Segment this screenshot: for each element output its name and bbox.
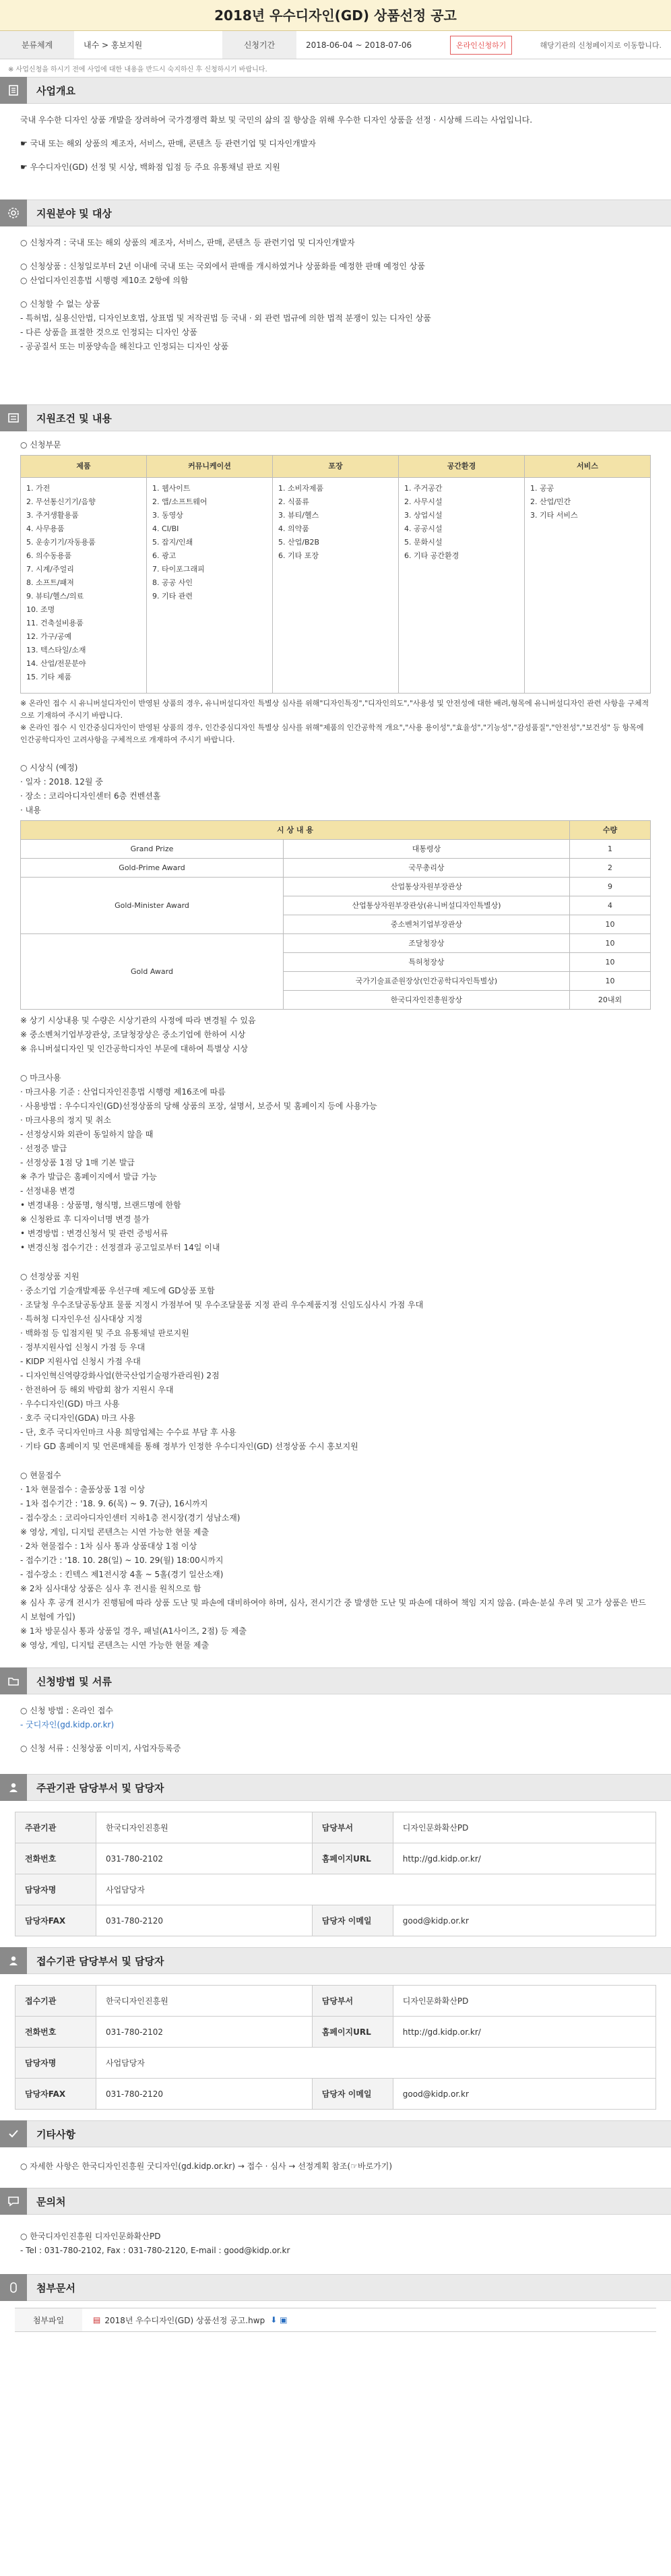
content-line: • 변경내용 : 상품명, 형식명, 브랜드명에 한함 (20, 1200, 181, 1210)
content-line: · 한전하여 등 해외 박람회 참가 지원시 우대 (20, 1385, 174, 1394)
prize-award: Gold-Minister Award (21, 878, 284, 934)
category-item: 12. 가구/공예 (26, 632, 72, 641)
receiver-cell: 031-780-2102 (96, 2017, 313, 2048)
category-head: 제품 (21, 456, 147, 478)
category-note: ※ 온라인 접수 시 인간중심디자인이 반영된 상품의 경우, 인간중심디자인 특별상 심사를 위해"제품의 인간공학적 개요","사용 용이성","효율성","기능성","감성품질","안전성","보건성" 등 항목에 인간공학디자인 고려사항을 구체적으로 개재하여 주시기 바랍니다. (20, 723, 644, 744)
content-line: · 백화점 등 입점지원 및 주요 유통채널 판로지원 (20, 1328, 189, 1338)
file-name-link[interactable]: 2018년 우수디자인(GD) 상품선정 공고.hwp (104, 2315, 265, 2325)
target-line: - 공공질서 또는 미풍양속을 해친다고 인정되는 디자인 상품 (20, 342, 229, 351)
prize-note: ※ 중소벤처기업부장관상, 조달청장상은 중소기업에 한하여 시상 (20, 1030, 246, 1039)
target-line: - 다른 상품을 표절한 것으로 인정되는 디자인 상품 (20, 328, 197, 337)
prize-qty: 10 (570, 953, 651, 972)
award-intro: · 일자 : 2018. 12월 중 (20, 777, 103, 787)
category-item: 1. 가전 (26, 484, 51, 493)
section-etc-header (0, 2120, 671, 2147)
receipt-block (20, 1469, 651, 1653)
section-host-body (0, 1801, 671, 1947)
method-line: ○ 신청 서류 : 신청상품 이미지, 사업자등록증 (20, 1744, 181, 1753)
prize-head: 시 상 내 용 (21, 821, 570, 840)
content-line: - 접수장소 : 킨텍스 제1전시장 4홀 ~ 5홀(경기 일산소재) (20, 1570, 224, 1579)
gd-site-link[interactable]: - 굿디자인(gd.kidp.or.kr) (20, 1720, 115, 1729)
prize-desc: 중소벤처기업부장관상 (284, 915, 570, 934)
category-item: 4. 의약품 (278, 524, 309, 533)
category-item: 6. 기타 포장 (278, 551, 319, 560)
category-col-communication (147, 478, 273, 694)
category-item: 1. 주거공간 (404, 484, 443, 493)
category-item: 5. 문화시설 (404, 538, 443, 547)
etc-line[interactable]: ○ 자세한 사항은 한국디자인진흥원 굿디자인(gd.kidp.or.kr) → 접수 · 심사 → 선정계획 참조(☞바로가기) (20, 2161, 393, 2171)
content-line: · 1차 현물접수 : 출품상품 1점 이상 (20, 1485, 146, 1494)
category-item: 6. 광고 (152, 551, 177, 560)
host-homepage-link[interactable]: http://gd.kidp.or.kr/ (393, 1843, 656, 1874)
receiver-cell: 접수기관 (15, 1986, 96, 2017)
category-intro: ○ 신청부문 (20, 440, 61, 450)
category-item: 3. 뷰티/헬스 (278, 511, 319, 520)
category-item: 8. 공공 사인 (152, 578, 193, 587)
receiver-cell: 담당부서 (312, 1986, 393, 2017)
content-line: • 변경신청 접수기간 : 선정결과 공고일로부터 14일 이내 (20, 1243, 220, 1252)
period-value: 2018-06-04 ~ 2018-07-06 (306, 40, 412, 50)
section-title: 사업개요 (36, 84, 75, 97)
category-item: 9. 기타 관련 (152, 592, 193, 601)
category-item: 1. 공공 (530, 484, 554, 493)
section-files-body (0, 2301, 671, 2339)
receiver-cell: 한국디자인진흥원 (96, 1986, 313, 2017)
check-icon (0, 2120, 27, 2147)
content-line: · 기타 GD 홈페이지 및 언론매체를 통해 정부가 인정한 우수디자인(GD) 선정상품 수시 홍보지원 (20, 1442, 358, 1451)
gear-icon (0, 200, 27, 226)
category-item: 8. 소프트/패져 (26, 578, 74, 587)
host-cell: 홈페이지URL (312, 1843, 393, 1874)
prize-note: ※ 상기 시상내용 및 수량은 시상기관의 사정에 따라 변경될 수 있음 (20, 1016, 256, 1025)
document-icon (0, 77, 27, 104)
prize-desc: 산업통상자원부장관상(유니버설디자인특별상) (284, 896, 570, 915)
section-receiver-body (0, 1974, 671, 2120)
section-title: 문의처 (36, 2195, 66, 2208)
content-line: · 중소기업 기술개발제품 우선구매 제도에 GD상품 포함 (20, 1286, 215, 1295)
benefit-block (20, 1270, 651, 1454)
section-title: 신청방법 및 서류 (36, 1675, 112, 1688)
section-overview-body (0, 104, 671, 200)
prize-head: 수량 (570, 821, 651, 840)
category-item: 6. 기타 공간환경 (404, 551, 459, 560)
content-line: - KIDP 지원사업 신청시 가점 우대 (20, 1357, 141, 1366)
category-item: 3. 주거생활용품 (26, 511, 79, 520)
category-head: 공간환경 (399, 456, 525, 478)
section-etc-body (0, 2147, 671, 2188)
category-item: 5. 잡지/인쇄 (152, 538, 193, 547)
content-line: · 사용방법 : 우수디자인(GD)선정상품의 당해 상품의 포장, 설명서, 보증서 및 홈페이지 등에 사용가능 (20, 1101, 377, 1111)
prize-qty: 10 (570, 934, 651, 953)
section-receiver-header (0, 1947, 671, 1974)
content-line: ※ 심사 후 공개 전시가 진행됨에 따라 상품 도난 및 파손에 대비하여야 하며, 심사, 전시기간 중 발생한 도난 및 파손에 대하여 책임 지지 않음. (파손·분실 우려 및 고가 상품은 반드시 보험에 가입) (20, 1598, 646, 1622)
content-line: ※ 2차 심사대상 상품은 심사 후 전시를 원칙으로 함 (20, 1584, 201, 1593)
receiver-cell: 담당자명 (15, 2048, 96, 2079)
content-line: - 1차 접수기간 : '18. 9. 6(목) ~ 9. 7(금), 16시까지 (20, 1499, 208, 1508)
target-line: ○ 신청자격 : 국내 또는 해외 상품의 제조자, 서비스, 판매, 콘텐츠 등 관련기업 및 디자인개발자 (20, 238, 355, 247)
receiver-cell: 담당자FAX (15, 2079, 96, 2110)
category-item: 7. 시계/주얼리 (26, 565, 74, 574)
category-item: 3. 상업시설 (404, 511, 443, 520)
section-title: 주관기관 담당부서 및 담당자 (36, 1781, 164, 1794)
prize-qty: 2 (570, 859, 651, 878)
category-table (20, 455, 651, 694)
category-col-space (399, 478, 525, 694)
section-files-header (0, 2274, 671, 2301)
content-line: • 변경방법 : 변경신청서 및 관련 증빙서류 (20, 1229, 168, 1238)
target-line: ○ 신청할 수 없는 상품 (20, 299, 100, 309)
content-line: · 마크사용 기준 : 산업디자인진흥법 시행령 제16조에 따름 (20, 1087, 226, 1097)
category-item: 7. 타이포그래피 (152, 565, 205, 574)
category-item: 9. 뷰티/헬스/의료 (26, 592, 84, 601)
host-table (15, 1812, 656, 1936)
section-target-body (0, 226, 671, 404)
target-line: ○ 신청상품 : 신청일로부터 2년 이내에 국내 또는 국외에서 판매를 개시하였거나 상품화를 예정한 판매 예정인 상품 (20, 262, 426, 271)
category-item: 2. 사무시설 (404, 497, 443, 506)
overview-line: 국내 우수한 디자인 상품 개발을 장려하여 국가경쟁력 확보 및 국민의 삶의 질 향상을 위해 우수한 디자인 상품을 선정 · 시상해 드리는 사업입니다. (20, 115, 533, 125)
receiver-table (15, 1985, 656, 2110)
host-cell: 담당자FAX (15, 1905, 96, 1936)
host-cell: 주관기관 (15, 1812, 96, 1843)
category-item: 13. 텍스타일/소재 (26, 646, 86, 654)
content-line: - 단, 호주 국디자인마크 사용 희망업체는 수수료 부담 후 사용 (20, 1428, 236, 1437)
receiver-homepage-link[interactable]: http://gd.kidp.or.kr/ (393, 2017, 656, 2048)
prize-qty: 20내외 (570, 991, 651, 1010)
category-item: 6. 의수동용품 (26, 551, 72, 560)
category-item: 2. 무선통신기기/음향 (26, 497, 96, 506)
category-item: 4. 사무용품 (26, 524, 65, 533)
overview-line: ☛ 우수디자인(GD) 선정 및 시상, 백화점 입점 등 주요 유통채널 판로 지원 (20, 162, 280, 172)
section-contact-body (0, 2215, 671, 2274)
target-line: ○ 산업디자인진흥법 시행령 제10조 2항에 의함 (20, 276, 189, 285)
content-line: · 호주 국디자인(GDA) 마크 사용 (20, 1413, 135, 1423)
content-line: ※ 추가 발급은 홈페이지에서 발급 가능 (20, 1172, 158, 1182)
overview-line: ☛ 국내 또는 해외 상품의 제조자, 서비스, 판매, 콘텐츠 등 관련기업 및 디자인개발자 (20, 139, 316, 148)
prize-desc: 대통령상 (284, 840, 570, 859)
meta-row (0, 31, 671, 59)
host-cell: 담당자명 (15, 1874, 96, 1905)
host-cell: good@kidp.or.kr (393, 1905, 656, 1936)
file-label: 첨부파일 (15, 2308, 82, 2331)
category-item: 1. 소비자제품 (278, 484, 324, 493)
award-intro: · 장소 : 코리아디자인센터 6층 컨벤션홀 (20, 791, 161, 801)
prize-award: Gold-Prime Award (21, 859, 284, 878)
folder-icon (0, 1667, 27, 1694)
category-label: 분류체계 (0, 31, 74, 59)
host-cell: 디자인문화확산PD (393, 1812, 656, 1843)
section-title: 기타사항 (36, 2128, 75, 2141)
content-line: ○ 선정상품 지원 (20, 1272, 79, 1281)
contact-line: - Tel : 031-780-2102, Fax : 031-780-2120, E-mail : good@kidp.or.kr (20, 2246, 290, 2255)
category-item: 2. 식품류 (278, 497, 309, 506)
content-line: · 특허청 디자인우선 심사대상 지정 (20, 1314, 143, 1324)
content-line: - 접수장소 : 코리아디자인센터 지하1층 전시장(경기 성남소재) (20, 1513, 241, 1523)
category-item: 15. 기타 제품 (26, 673, 71, 681)
prize-qty: 4 (570, 896, 651, 915)
host-cell: 전화번호 (15, 1843, 96, 1874)
prize-qty: 10 (570, 915, 651, 934)
preview-icon[interactable]: ▣ (280, 2315, 288, 2325)
receiver-cell: 전화번호 (15, 2017, 96, 2048)
prize-note: ※ 유니버설디자인 및 인간공학디자인 부문에 대하여 특별상 시상 (20, 1044, 249, 1053)
category-head: 커뮤니케이션 (147, 456, 273, 478)
section-method-header (0, 1667, 671, 1694)
category-item: 4. CI/BI (152, 524, 179, 533)
content-line: - 디자인혁신역량강화사업(한국산업기술평가관리원) 2점 (20, 1371, 220, 1380)
category-head: 포장 (273, 456, 399, 478)
host-cell: 한국디자인진흥원 (96, 1812, 313, 1843)
prize-desc: 조달청장상 (284, 934, 570, 953)
category-col-packaging (273, 478, 399, 694)
host-cell: 담당자 이메일 (312, 1905, 393, 1936)
user-icon (0, 1947, 27, 1974)
host-cell: 사업담당자 (96, 1874, 656, 1905)
prize-qty: 9 (570, 878, 651, 896)
receiver-cell: 사업담당자 (96, 2048, 656, 2079)
notice-text: ※ 사업신청을 하시기 전에 사업에 대한 내용을 반드시 숙지하신 후 신청하시기 바랍니다. (8, 66, 267, 73)
host-cell: 031-780-2102 (96, 1843, 313, 1874)
category-col-product (21, 478, 147, 694)
content-line: - 선정상품 1점 당 1매 기본 발급 (20, 1158, 135, 1167)
content-line: - 접수기간 : '18. 10. 28(일) ~ 10. 29(월) 18:00시까지 (20, 1556, 224, 1565)
content-line: ○ 마크사용 (20, 1073, 61, 1082)
award-intro: ○ 시상식 (예정) (20, 763, 78, 772)
content-line: - 선정내용 변경 (20, 1186, 75, 1196)
prize-desc: 한국디자인진흥원장상 (284, 991, 570, 1010)
agency-note: 해당기관의 신청페이지로 이동합니다. (540, 40, 662, 50)
apply-online-button[interactable]: 온라인신청하기 (450, 36, 512, 55)
category-item: 3. 기타 서비스 (530, 511, 578, 520)
section-host-header (0, 1774, 671, 1801)
page-title: 2018년 우수디자인(GD) 상품선정 공고 (0, 0, 671, 31)
prize-desc: 국가기술표준원장상(인간공학디자인특별상) (284, 972, 570, 991)
category-item: 2. 앱/소프트웨어 (152, 497, 207, 506)
prize-desc: 특허청장상 (284, 953, 570, 972)
content-line: · 선정증 발급 (20, 1144, 67, 1153)
content-line: - 선정상시와 외관이 동일하지 않을 때 (20, 1130, 154, 1139)
mark-usage-block (20, 1071, 651, 1255)
category-item: 14. 산업/전문분야 (26, 659, 86, 668)
category-value: 내수 > 홍보지원 (84, 40, 143, 50)
host-cell: 담당부서 (312, 1812, 393, 1843)
content-line: ※ 1차 방문심사 통과 상품일 경우, 패널(A1사이즈, 2점) 등 제출 (20, 1626, 247, 1636)
section-title: 지원조건 및 내용 (36, 412, 112, 425)
content-line: ※ 영상, 게임, 디지털 콘텐츠는 시연 가능한 현물 제출 (20, 1527, 210, 1537)
content-line: · 조달청 우수조달공동상표 물품 지정시 가점부여 및 우수조달물품 지정 관리 우수제품지정 신임도심사시 가점 우대 (20, 1300, 424, 1310)
content-line: · 정부지원사업 신청시 가점 등 우대 (20, 1343, 146, 1352)
prize-desc: 산업통상자원부장관상 (284, 878, 570, 896)
section-contact-header (0, 2188, 671, 2215)
category-item: 4. 공공시설 (404, 524, 443, 533)
content-line: ○ 현물접수 (20, 1471, 61, 1480)
section-title: 지원분야 및 대상 (36, 207, 112, 220)
category-item: 10. 조명 (26, 605, 55, 614)
receiver-cell: 디자인문화확산PD (393, 1986, 656, 2017)
section-conditions-header (0, 404, 671, 431)
prize-qty: 1 (570, 840, 651, 859)
receiver-cell: 031-780-2120 (96, 2079, 313, 2110)
list-icon (0, 404, 27, 431)
prize-award: Grand Prize (21, 840, 284, 859)
section-method-body (0, 1694, 671, 1774)
content-line: · 2차 현물접수 : 1차 심사 통과 상품대상 1점 이상 (20, 1541, 197, 1551)
prize-table (20, 820, 651, 1010)
receiver-cell: 홈페이지URL (312, 2017, 393, 2048)
content-line: · 우수디자인(GD) 마크 사용 (20, 1399, 120, 1409)
section-target-header (0, 200, 671, 226)
download-icon[interactable]: ⬇ (270, 2315, 278, 2325)
hwp-file-icon: ▤ (93, 2315, 101, 2325)
receiver-cell: 담당자 이메일 (312, 2079, 393, 2110)
receiver-cell: good@kidp.or.kr (393, 2079, 656, 2110)
content-line: ※ 영상, 게임, 디지털 콘텐츠는 시연 가능한 현물 제출 (20, 1640, 210, 1650)
method-line: ○ 신청 방법 : 온라인 접수 (20, 1706, 113, 1715)
category-item: 11. 건축설비용품 (26, 619, 84, 627)
period-label: 신청기간 (222, 31, 296, 59)
category-item: 3. 동영상 (152, 511, 183, 520)
category-item: 2. 산업/민간 (530, 497, 571, 506)
prize-award: Gold Award (21, 934, 284, 1010)
category-head: 서비스 (525, 456, 651, 478)
category-item: 1. 웹사이트 (152, 484, 191, 493)
chat-icon (0, 2188, 27, 2215)
award-intro: · 내용 (20, 805, 41, 815)
file-row (15, 2308, 656, 2332)
category-item: 5. 산업/B2B (278, 538, 320, 547)
target-line: - 특허법, 실용신안법, 디자인보호법, 상표법 및 저작권법 등 국내 · 외 관련 법규에 의한 법적 분쟁이 있는 디자인 상품 (20, 313, 431, 323)
prize-desc: 국무총리상 (284, 859, 570, 878)
content-line: · 마크사용의 정지 및 취소 (20, 1115, 111, 1125)
category-col-service (525, 478, 651, 694)
category-item: 5. 운송기기/자동용품 (26, 538, 96, 547)
contact-line: ○ 한국디자인진흥원 디자인문화확산PD (20, 2232, 161, 2241)
category-note: ※ 온라인 접수 시 유니버설디자인이 반영된 상품의 경우, 유니버설디자인 특별상 심사를 위해"디자인특징","디자인의도","사용성 및 안전성에 대한 배려,형목에 유니버설디자인 관련 사항을 구체적으로 기재하여 주시기 바랍니다. (20, 699, 649, 720)
paperclip-icon (0, 2274, 27, 2301)
section-title: 접수기관 담당부서 및 담당자 (36, 1955, 164, 1967)
section-title: 첨부문서 (36, 2281, 75, 2294)
section-overview-header (0, 77, 671, 104)
section-conditions-body (0, 431, 671, 1667)
host-cell: 031-780-2120 (96, 1905, 313, 1936)
prize-qty: 10 (570, 972, 651, 991)
user-icon (0, 1774, 27, 1801)
content-line: ※ 신청완료 후 디자이너명 변경 불가 (20, 1215, 150, 1224)
